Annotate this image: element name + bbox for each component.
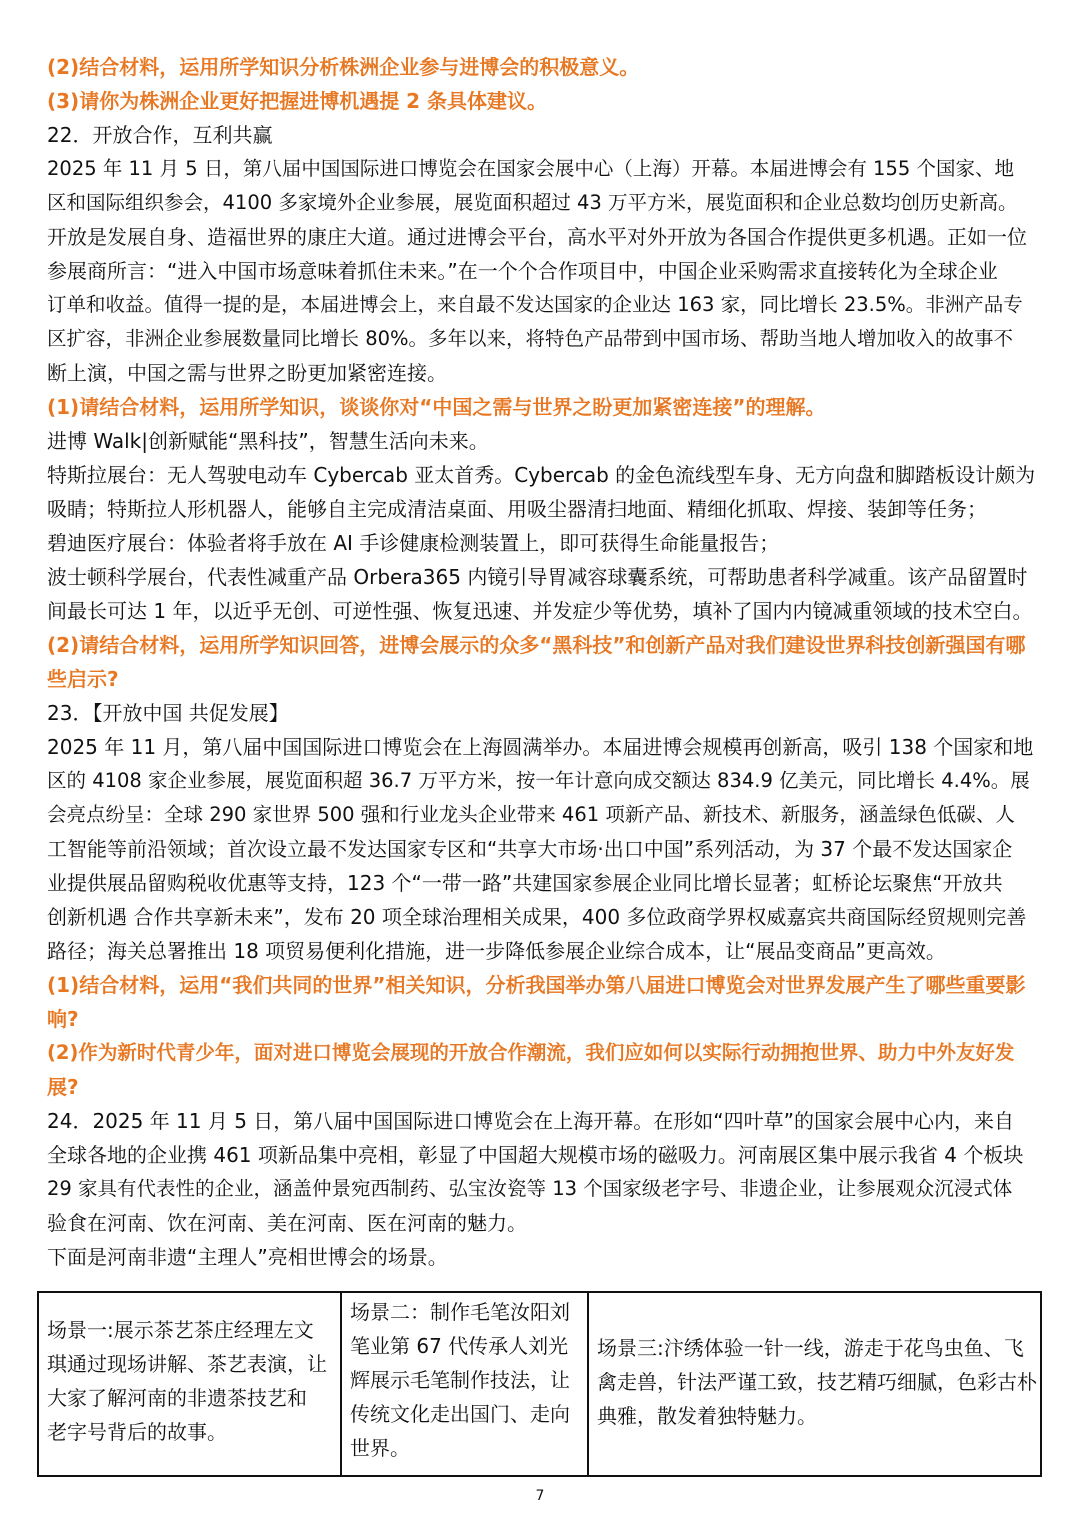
text-line: 路径；海关总署推出 18 项贸易便利化措施，进一步降低参展企业综合成本，让“展品变商品”更高效。 (47, 939, 946, 963)
scene-2-line: 传统文化走出国门、走向 (350, 1402, 570, 1426)
text-line: 2025 年 11 月 5 日，第八届中国国际进口博览会在国家会展中心（上海）开幕。本届进博会有 155 个国家、地 (47, 157, 1014, 180)
text-line: 会亮点纷呈：全球 290 家世界 500 强和行业龙头企业带来 461 项新产品、新技术、新服务，涵盖绿色低碳、人 (47, 803, 1015, 826)
text-line: 参展商所言：“进入中国市场意味着抓住未来。”在一个个合作项目中，中国企业采购需求直接转化为全球企业 (47, 259, 998, 283)
text-line: 断上演，中国之需与世界之盼更加紧密连接。 (47, 361, 447, 385)
scene-1-line: 场景一:展示茶艺茶庄经理左文 (47, 1318, 314, 1342)
scene-1-line: 老字号背后的故事。 (47, 1420, 227, 1444)
text-line: 22．开放合作，互利共赢 (47, 123, 273, 147)
text-line: 23．【开放中国 共促发展】 (47, 701, 289, 725)
text-line: 区的 4108 家企业参展，展览面积超 36.7 万平方米，按一年计意向成交额达 834.9 亿美元，同比增长 4.4%。展 (47, 769, 1030, 792)
text-line: 区扩容，非洲企业参展数量同比增长 80%。多年以来，将特色产品带到中国市场、帮助当地人增加收入的故事不 (47, 327, 1014, 350)
text-line: 间最长可达 1 年，以近乎无创、可逆性强、恢复迅速、并发症少等优势，填补了国内内镜减重领域的技术空白。 (47, 599, 1033, 623)
question-line: (2)结合材料，运用所学知识分析株洲企业参与进博会的积极意义。 (47, 55, 640, 79)
scene-2-line: 世界。 (350, 1436, 410, 1460)
scene-1-line: 大家了解河南的非遗茶技艺和 (47, 1386, 307, 1410)
scene-1-cell (38, 1292, 341, 1476)
question-line: (1)结合材料，运用“我们共同的世界”相关知识，分析我国举办第八届进口博览会对世界发展产生了哪些重要影 (47, 973, 1026, 997)
text-line: 创新机遇 合作共享新未来”，发布 20 项全球治理相关成果，400 多位政商学界权威嘉宾共商国际经贸规则完善 (47, 905, 1027, 929)
text-line: 进博 Walk|创新赋能“黑科技”，智慧生活向未来。 (47, 429, 489, 453)
question-line: (2)作为新时代青少年，面对进口博览会展现的开放合作潮流，我们应如何以实际行动拥抱世界、助力中外友好发 (47, 1041, 1015, 1064)
question-line: 些启示? (47, 667, 119, 691)
question-line: (2)请结合材料，运用所学知识回答，进博会展示的众多“黑科技”和创新产品对我们建设世界科技创新强国有哪 (47, 633, 1026, 657)
text-line: 特斯拉展台：无人驾驶电动车 Cybercab 亚太首秀。Cybercab 的金色流线型车身、无方向盘和脚踏板设计颇为 (47, 463, 1036, 487)
scene-3-line: 场景三:汴绣体验一针一线，游走于花鸟虫鱼、飞 (597, 1336, 1024, 1360)
question-line: 响? (47, 1007, 79, 1031)
text-line: 验食在河南、饮在河南、美在河南、医在河南的魅力。 (47, 1211, 527, 1235)
text-line: 工智能等前沿领域；首次设立最不发达国家专区和“共享大市场·出口中国”系列活动，为 37 个最不发达国家企 (47, 837, 1013, 861)
text-line: 波士顿科学展台，代表性减重产品 Orbera365 内镜引导胃减容球囊系统，可帮助患者科学减重。该产品留置时 (47, 565, 1028, 589)
text-line: 下面是河南非遗“主理人”亮相世博会的场景。 (47, 1245, 448, 1269)
scene-2-cell (341, 1292, 588, 1476)
scene-3-line: 典雅，散发着独特魅力。 (597, 1404, 817, 1428)
scene-2-line: 辉展示毛笔制作技法，让 (350, 1368, 570, 1392)
text-body (47, 50, 1036, 1274)
page-number: 7 (535, 1488, 545, 1504)
text-line: 吸睛；特斯拉人形机器人，能够自主完成清洁桌面、用吸尘器清扫地面、精细化抓取、焊接、装卸等任务； (47, 497, 987, 521)
scene-3-cell (588, 1292, 1041, 1476)
text-line: 24．2025 年 11 月 5 日，第八届中国国际进口博览会在上海开幕。在形如“四叶草”的国家会展中心内，来自 (47, 1109, 1015, 1133)
scene-1-line: 琪通过现场讲解、茶艺表演，让 (47, 1352, 327, 1376)
text-line: 碧迪医疗展台：体验者将手放在 AI 手诊健康检测装置上，即可获得生命能量报告； (47, 531, 780, 555)
text-line: 订单和收益。值得一提的是，本届进博会上，来自最不发达国家的企业达 163 家，同比增长 23.5%。非洲产品专 (47, 293, 1023, 316)
question-line: (3)请你为株洲企业更好把握进博机遇提 2 条具体建议。 (47, 89, 548, 113)
scene-table (37, 1291, 1042, 1477)
question-line: 展? (47, 1075, 79, 1099)
text-line: 29 家具有代表性的企业，涵盖仲景宛西制药、弘宝汝瓷等 13 个国家级老字号、非遗企业，让参展观众沉浸式体 (47, 1177, 1013, 1200)
text-line: 2025 年 11 月，第八届中国国际进口博览会在上海圆满举办。本届进博会规模再创新高，吸引 138 个国家和地 (47, 735, 1034, 759)
text-line: 全球各地的企业携 461 项新品集中亮相，彰显了中国超大规模市场的磁吸力。河南展区集中展示我省 4 个板块 (47, 1143, 1024, 1167)
question-line: (1)请结合材料，运用所学知识，谈谈你对“中国之需与世界之盼更加紧密连接”的理解。 (47, 395, 826, 419)
text-line: 开放是发展自身、造福世界的康庄大道。通过进博会平台，高水平对外开放为各国合作提供更多机遇。正如一位 (47, 225, 1027, 249)
scene-2-line: 场景二：制作毛笔汝阳刘 (350, 1300, 570, 1324)
text-line: 业提供展品留购税收优惠等支持，123 个“一带一路”共建国家参展企业同比增长显著；虹桥论坛聚焦“开放共 (47, 871, 1003, 895)
scene-2-line: 笔业第 67 代传承人刘光 (350, 1334, 569, 1358)
scene-3-line: 禽走兽，针法严谨工致，技艺精巧细腻，色彩古朴 (597, 1370, 1037, 1394)
text-line: 区和国际组织参会，4100 多家境外企业参展，展览面积超过 43 万平方米，展览面积和企业总数均创历史新高。 (47, 191, 1018, 214)
